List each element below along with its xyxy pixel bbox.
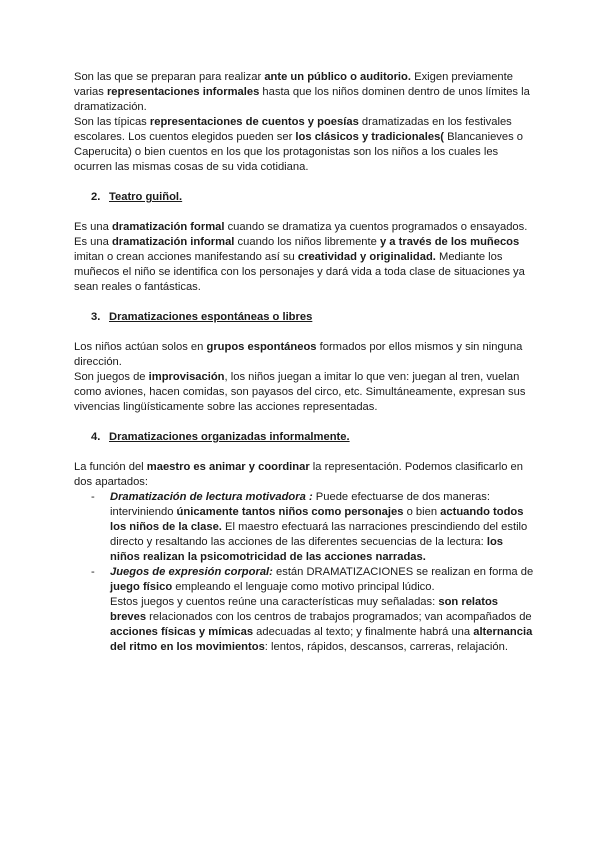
section-title: Dramatizaciones espontáneas o libres: [109, 311, 313, 323]
list-item: - Dramatización de lectura motivadora : Puede efectuarse de dos maneras: interviniendo únicamente tantos niños como personajes o bien actuando todos los niños de la clase. El maestro efectuará las narraciones prescindiendo del estilo directo y resaltando las acciones de las diferentes secuencias de la lectura: los niños realizan la psicomotricidad de las acciones narradas.: [91, 491, 528, 563]
section-title: Dramatizaciones organizadas informalmente.: [109, 431, 350, 443]
section-2-heading: [91, 190, 534, 205]
dash-bullet: -: [91, 566, 95, 578]
bold-text: actuando todos los niños de la clase.: [110, 506, 524, 533]
bold-text: representaciones informales: [106, 86, 260, 98]
list-item: - Juegos de expresión corporal: están DRAMATIZACIONES se realizan en forma de juego físico empleando el lenguaje como motivo principal lúdico. Estos juegos y cuentos reúne una características muy señaladas: son relatos breves relacionados con los centros de trabajos programados; van acompañados de acciones físicas y mímicas adecuadas al texto; y finalmente habrá una alternancia del ritmo en los movimientos: lentos, rápidos, descansos, carreras, relajación.: [91, 566, 534, 653]
bold-text: los clásicos y tradicionales(: [295, 131, 445, 143]
document-content: [74, 70, 534, 655]
bold-text: dramatización informal: [111, 236, 235, 248]
section-3-heading: [91, 310, 534, 325]
bold-text: son relatos breves: [110, 596, 499, 623]
section-2-paragraph-1: Es una dramatización formal cuando se dramatiza ya cuentos programados o ensayados.: [74, 221, 528, 233]
bold-text: maestro es animar y coordinar: [146, 461, 310, 473]
dash-bullet: -: [91, 491, 95, 503]
section-3-paragraph-1: Los niños actúan solos en grupos espontáneos formados por ellos mismos y sin ninguna dirección.: [74, 341, 523, 368]
bold-text: únicamente tantos niños como personajes: [176, 506, 404, 518]
item-title: Dramatización de lectura motivadora :: [110, 491, 313, 503]
section-number: 4.: [91, 431, 101, 443]
bold-text: ante un público o auditorio.: [264, 71, 411, 83]
bold-text: improvisación: [148, 371, 225, 383]
bold-text: dramatización formal: [111, 221, 225, 233]
intro-paragraph-2: Son las típicas representaciones de cuentos y poesías dramatizadas en los festivales escolares. Los cuentos elegidos pueden ser los clásicos y tradicionales( Blancanieves o Caperucita) o bien cuentos en los que los protagonistas son los niños a los cuales les ocurren las mismas cosas de su vida cotidiana.: [74, 116, 524, 173]
section-number: 2.: [91, 191, 101, 203]
bold-text: alternancia del ritmo en los movimientos: [110, 626, 533, 653]
section-3-paragraph-2: Son juegos de improvisación, los niños juegan a imitar lo que ven: juegan al tren, vuelan como aviones, hacen comidas, son payasos del circo, etc. Simultáneamente, expresan sus vivencias lingüísticamente sobre las acciones representadas.: [74, 371, 526, 413]
bold-text: representaciones de cuentos y poesías: [149, 116, 359, 128]
bold-text: los niños realizan la psicomotricidad de las acciones narradas.: [110, 536, 504, 563]
section-4-paragraph-1: La función del maestro es animar y coordinar la representación. Podemos clasificarlo en dos apartados:: [74, 461, 523, 488]
section-4-heading: [91, 430, 534, 445]
section-2-paragraph-2: Es una dramatización informal cuando los niños libremente y a través de los muñecos imitan o crean acciones manifestando así su creatividad y originalidad. Mediante los muñecos el niño se identifica con los personajes y dará vida a toda clase de situaciones ya sean reales o fantásticas.: [74, 236, 525, 293]
section-title: Teatro guiñol.: [109, 191, 183, 203]
intro-paragraph-1: Son las que se preparan para realizar ante un público o auditorio. Exigen previamente varias representaciones informales hasta que los niños dominen dentro de unos límites la dramatización.: [74, 71, 530, 113]
bold-text: juego físico: [110, 581, 173, 593]
subsection-list: [74, 490, 534, 655]
bold-text: grupos espontáneos: [206, 341, 317, 353]
item-title: Juegos de expresión corporal:: [110, 566, 273, 578]
bold-text: acciones físicas y mímicas: [110, 626, 254, 638]
section-number: 3.: [91, 311, 101, 323]
bold-text: y a través de los muñecos: [379, 236, 520, 248]
bold-text: creatividad y originalidad.: [297, 251, 436, 263]
